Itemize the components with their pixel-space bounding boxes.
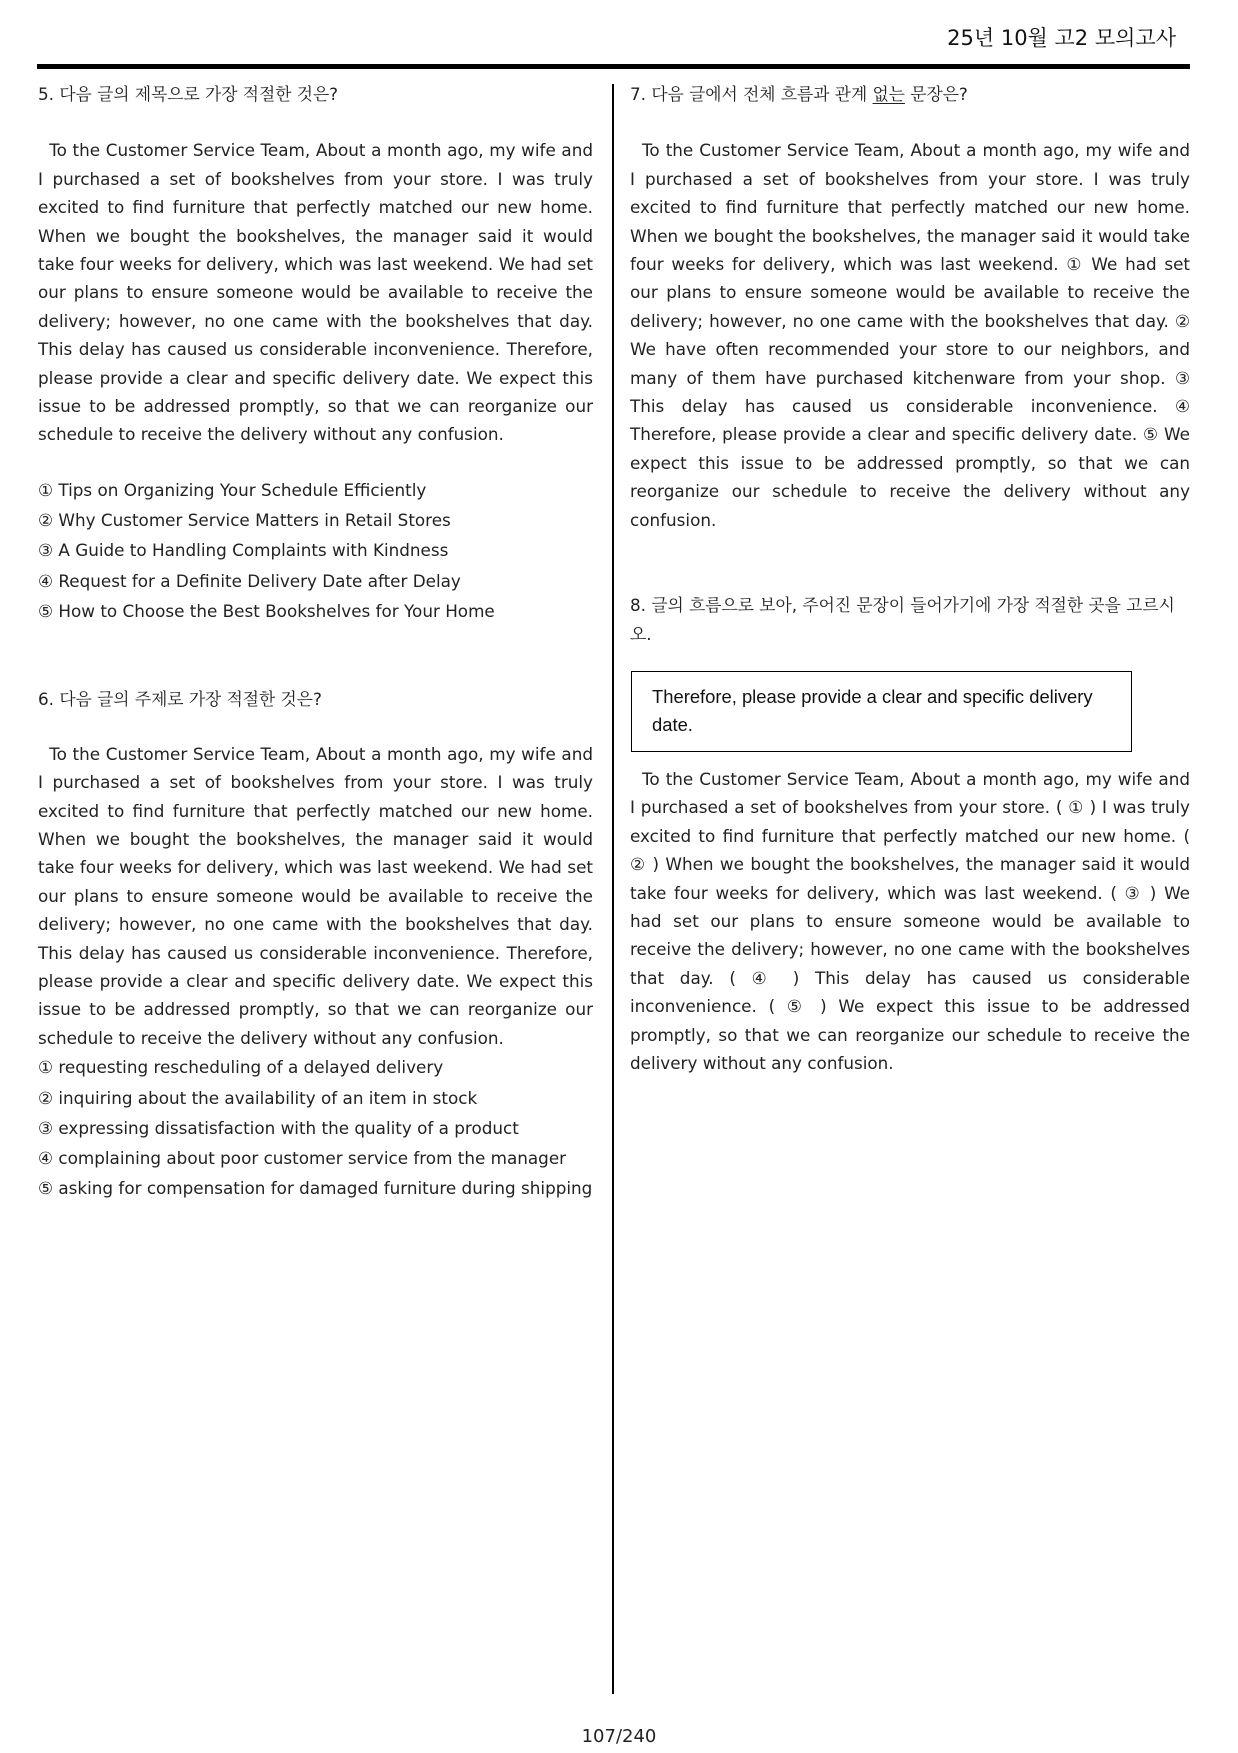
question-5: [38, 80, 599, 626]
question-5-option-1[interactable]: ① Tips on Organizing Your Schedule Efficiently: [38, 479, 427, 500]
question-7-passage: To the Customer Service Team, About a month ago, my wife and I purchased a set of bookshelves from your store. I was truly excited to find furniture that perfectly matched our new home. When we bought the bookshelves, the manager said it would take four weeks for delivery, which was last weekend. ① We had set our plans to ensure someone would be available to receive the delivery; however, no one came with the bookshelves that day. ② We have often recommended your store to our neighbors, and many of them have purchased kitchenware from your shop. ③ This delay has caused us considerable inconvenience. ④ Therefore, please provide a clear and specific delivery date. ⑤ We expect this issue to be addressed promptly, so that we can reorganize our schedule to receive the delivery without any confusion.: [630, 140, 1196, 530]
question-5-option-4[interactable]: ④ Request for a Definite Delivery Date after Delay: [38, 570, 461, 591]
question-6-option-1[interactable]: ① requesting rescheduling of a delayed delivery: [38, 1057, 444, 1078]
question-8-title: 8. 글의 흐름으로 보아, 주어진 문장이 들어가기에 가장 적절한 곳을 고르시오.: [630, 595, 1175, 644]
question-8-passage: To the Customer Service Team, About a month ago, my wife and I purchased a set of bookshelves from your store. ( ① ) I was truly excited to find furniture that perfectly matched our new home. ( ② ) When we bought the bookshelves, the manager said it would take four weeks for delivery, which was last weekend. ( ③ ) We had set our plans to ensure someone would be available to receive the delivery; however, no one came with the bookshelves that day. ( ④ ) This delay has caused us considerable inconvenience. ( ⑤ ) We expect this issue to be addressed promptly, so that we can reorganize our schedule to receive the delivery without any confusion.: [630, 768, 1196, 1073]
question-6-option-2[interactable]: ② inquiring about the availability of an item in stock: [38, 1087, 478, 1108]
question-5-passage: To the Customer Service Team, About a month ago, my wife and I purchased a set of bookshelves from your store. I was truly excited to find furniture that perfectly matched our new home. When we bought the bookshelves, the manager said it would take four weeks for delivery, which was last weekend. We had set our plans to ensure someone would be available to receive the delivery; however, no one came with the bookshelves that day. This delay has caused us considerable inconvenience. Therefore, please provide a clear and specific delivery date. We expect this issue to be addressed promptly, so that we can reorganize our schedule to receive the delivery without any confusion.: [38, 140, 599, 445]
left-column: [38, 80, 599, 1203]
question-7-title-end: 문장은?: [904, 84, 968, 104]
question-6-option-3[interactable]: ③ expressing dissatisfaction with the quality of a product: [38, 1117, 519, 1138]
question-8: [630, 591, 1196, 1077]
question-5-option-3[interactable]: ③ A Guide to Handling Complaints with Kindness: [38, 540, 449, 561]
right-column: [630, 80, 1196, 1077]
question-5-title: 5. 다음 글의 제목으로 가장 적절한 것은?: [38, 84, 339, 104]
question-7-title-emphasis: 없는: [872, 84, 905, 104]
exam-title: 25년 10월 고2 모의고사: [947, 26, 1176, 50]
question-6-passage: To the Customer Service Team, About a month ago, my wife and I purchased a set of bookshelves from your store. I was truly excited to find furniture that perfectly matched our new home. When we bought the bookshelves, the manager said it would take four weeks for delivery, which was last weekend. We had set our plans to ensure someone would be available to receive the delivery; however, no one came with the bookshelves that day. This delay has caused us considerable inconvenience. Therefore, please provide a clear and specific delivery date. We expect this issue to be addressed promptly, so that we can reorganize our schedule to receive the delivery without any confusion.: [38, 743, 599, 1048]
question-6: [38, 685, 599, 1202]
question-5-option-5[interactable]: ⑤ How to Choose the Best Bookshelves for Your Home: [38, 601, 495, 622]
question-6-option-5[interactable]: ⑤ asking for compensation for damaged furniture during shipping: [38, 1178, 593, 1199]
question-6-option-4[interactable]: ④ complaining about poor customer service from the manager: [38, 1148, 567, 1169]
question-7-title-start: 7. 다음 글에서 전체 흐름과 관계: [630, 84, 873, 104]
question-6-title: 6. 다음 글의 주제로 가장 적절한 것은?: [38, 689, 322, 710]
given-sentence-box: Therefore, please provide a clear and specific delivery date.: [631, 671, 1132, 752]
question-5-option-2[interactable]: ② Why Customer Service Matters in Retail Stores: [38, 510, 451, 531]
question-7-title: [630, 80, 1190, 108]
question-7: [630, 80, 1196, 534]
header-rule: [37, 64, 1190, 69]
page-number: 107/240: [581, 1726, 657, 1747]
column-divider: [612, 84, 614, 1694]
